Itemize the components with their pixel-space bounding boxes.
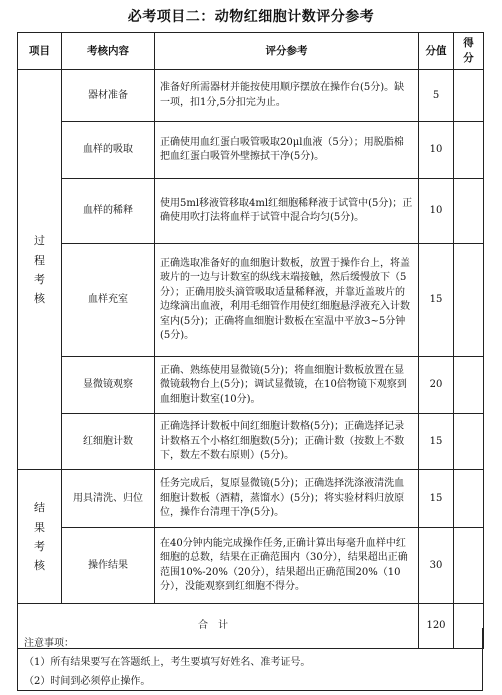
header-row [18, 33, 484, 70]
score-cell: 10 [419, 179, 454, 244]
score-cell: 30 [419, 528, 454, 604]
reference-cell: 在40分钟内能完成操作任务,正确计算出每毫升血样中红细胞的总数，结果在正确范围内（30分），结果超出正确范围10%-20%（20分），结果超出正确范围20%（10分），没能观察到红细胞不得分。 [155, 528, 419, 604]
reference-cell: 正确选取准备好的血细胞计数板，放置于操作台上，将盖玻片的一边与计数室的纵线末端接触，然后缓慢放下（5分）；正确用胶头滴管吸取适量稀释液，并靠近盖玻片的边缘滴出血液，利用毛细管作用使红细胞悬浮液充入计数室内(5分)；正确将血细胞计数板在室温中平放3~5分钟(5分)。 [155, 244, 419, 357]
page-title: 必考项目二：动物红细胞计数评分参考 [127, 9, 375, 25]
got-cell[interactable] [454, 122, 484, 179]
got-cell[interactable] [454, 470, 484, 528]
table-row [18, 244, 484, 357]
item-cell: 血样的吸取 [62, 122, 155, 179]
item-cell: 显微镜观察 [62, 357, 155, 414]
header-score: 分值 [419, 33, 454, 70]
reference-cell: 使用5ml移液管移取4ml红细胞稀释液于试管中(5分)；正确使用吹打法将血样于试管中混合均匀(5分)。 [155, 179, 419, 244]
got-cell[interactable] [454, 244, 484, 357]
table-row [18, 470, 484, 528]
got-cell[interactable] [454, 528, 484, 604]
reference-cell: 任务完成后，复原显微镜(5分)；正确选择洗涤液清洗血细胞计数板（酒精，蒸馏水）(5分)；将实验材料归放原位，操作台清理干净(5分)。 [155, 470, 419, 528]
group-result-cell [18, 470, 62, 604]
item-cell: 血样充室 [62, 244, 155, 357]
notes-item: （2）时间到必须停止操作。 [24, 676, 151, 687]
header-reference: 评分参考 [155, 33, 419, 70]
got-cell[interactable] [454, 70, 484, 122]
table-row [18, 70, 484, 122]
item-cell: 器材准备 [62, 70, 155, 122]
group-process-cell [18, 70, 62, 470]
got-cell[interactable] [454, 357, 484, 414]
group-process-label: 过程考核 [34, 234, 45, 306]
header-project: 项目 [18, 33, 62, 70]
reference-cell: 准备好所需器材并能按使用顺序摆放在操作台(5分)。缺一项，扣1分,5分扣完为止。 [155, 70, 419, 122]
notes-item: （1）所有结果要写在答题纸上，考生要填写好姓名、准考证号。 [24, 657, 311, 668]
score-cell: 20 [419, 357, 454, 414]
reference-cell: 正确、熟练使用显微镜(5分)；将血细胞计数板放置在显微镜载物台上(5分)；调试显微镜，在10倍物镜下观察到血细胞计数室(10分)。 [155, 357, 419, 414]
header-got: 得分 [454, 33, 484, 70]
got-cell[interactable] [454, 179, 484, 244]
table-row [18, 122, 484, 179]
group-result-label: 结果考核 [34, 501, 45, 573]
notes-heading: 注意事项： [24, 638, 74, 649]
total-score: 120 [419, 604, 454, 649]
score-cell: 10 [419, 122, 454, 179]
reference-cell: 正确选择计数板中间红细胞计数格(5分)；正确选择记录计数格五个小格红细胞数(5分)；正确计数（按数上不数下，数左不数右原则）(5分)。 [155, 414, 419, 470]
table-row [18, 414, 484, 470]
table-row [18, 357, 484, 414]
total-label: 合计 [18, 604, 419, 649]
item-cell: 红细胞计数 [62, 414, 155, 470]
score-cell: 5 [419, 70, 454, 122]
score-cell: 15 [419, 244, 454, 357]
item-cell: 血样的稀释 [62, 179, 155, 244]
scoring-table [17, 32, 484, 649]
table-row [18, 179, 484, 244]
item-cell: 用具清洗、归位 [62, 470, 155, 528]
item-cell: 操作结果 [62, 528, 155, 604]
score-cell: 15 [419, 470, 454, 528]
reference-cell: 正确使用血红蛋白吸管吸取20μl血液（5分）；用脱脂棉把血红蛋白吸管外壁擦拭干净(5分)。 [155, 122, 419, 179]
got-cell[interactable] [454, 414, 484, 470]
score-cell: 15 [419, 414, 454, 470]
header-item: 考核内容 [62, 33, 155, 70]
table-row [18, 528, 484, 604]
notes-box [17, 628, 483, 691]
